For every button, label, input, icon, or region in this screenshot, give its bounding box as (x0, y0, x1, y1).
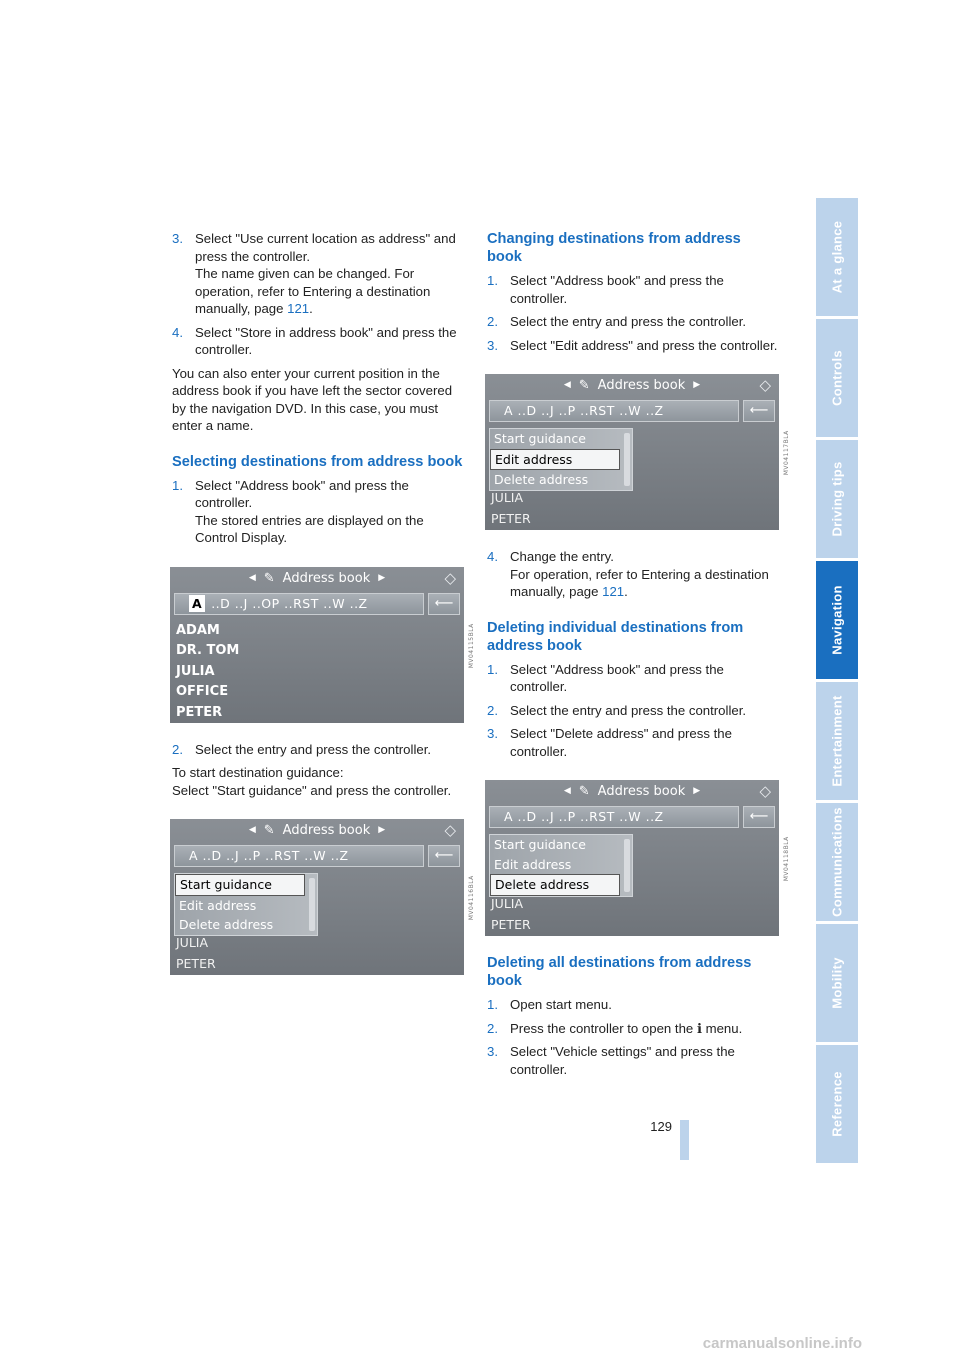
screen-start-guidance: ◀ ✎ Address book ▶ ◇ A ..D ..J ..P ..RST ..W ..Z ⟵ Start guidance Edit address Delete address JULIA PETER MV04116BLA (170, 819, 464, 975)
controller-icon: ◇ (444, 821, 456, 839)
chapter-tabs (816, 198, 858, 1166)
delete-step-3: 3. Select "Delete address" and press the controller. (487, 726, 732, 759)
menu-item-edit-address: Edit address (490, 449, 620, 471)
address-book-icon: ✎ (263, 823, 275, 839)
arrow-right-icon: ▶ (693, 380, 701, 391)
delete-step-2: 2. Select the entry and press the controller. (487, 702, 747, 718)
select-step-2: 2. Select the entry and press the controller. (172, 741, 432, 757)
heading-changing-destinations: Changing destinations from address book (487, 231, 741, 265)
entry-list: ADAM DR. TOM JULIA OFFICE PETER (176, 622, 240, 720)
menu-scrollbar (309, 878, 315, 931)
tab-at-a-glance[interactable]: At a glance (816, 198, 858, 316)
context-menu (489, 428, 633, 491)
start-guidance-paragraph: To start destination guidance: Select "Start guidance" and press the controller. (172, 765, 452, 798)
controller-icon: ◇ (444, 568, 456, 587)
arrow-left-icon: ◀ (248, 825, 256, 836)
current-position-paragraph: You can also enter your current position in the address book if you have left the sector covered by the navigation DVD. In this case, you must enter a name. (172, 365, 453, 433)
delete-all-step-2: 2. Press the controller to open the ℹ menu. (487, 1020, 743, 1036)
heading-selecting-destinations: Selecting destinations from address book (172, 453, 463, 470)
menu-item-start-guidance: Start guidance (494, 431, 586, 446)
delete-all-step-1: 1. Open start menu. (487, 997, 612, 1012)
select-step-1: 1. Select "Address book" and press the controller. The stored entries are displayed on the Control Display. (172, 477, 424, 545)
arrow-right-icon: ▶ (378, 825, 386, 836)
tab-controls[interactable]: Controls (816, 319, 858, 437)
back-arrow-icon: ⟵ (743, 806, 775, 828)
address-book-icon: ✎ (578, 784, 590, 800)
back-arrow-icon: ⟵ (428, 593, 460, 615)
menu-item-delete-address: Delete address (494, 472, 589, 487)
alphabet-bar: A ..D ..J ..OP ..RST ..W ..Z (174, 593, 424, 615)
tab-mobility[interactable]: Mobility (816, 924, 858, 1042)
delete-all-step-3: 3. Select "Vehicle settings" and press the controller. (487, 1044, 735, 1077)
menu-scrollbar (624, 839, 630, 892)
heading-deleting-all: Deleting all destinations from address book (487, 955, 752, 989)
step-4: 4. Select "Store in address book" and press the controller. (172, 324, 457, 357)
arrow-right-icon: ▶ (693, 786, 701, 797)
tab-navigation[interactable]: Navigation (816, 561, 858, 679)
heading-deleting-individual: Deleting individual destinations from address book (487, 619, 744, 654)
page-link[interactable]: 121 (287, 301, 310, 316)
menu-item-delete-address: Delete address (179, 917, 274, 932)
back-arrow-icon: ⟵ (428, 845, 460, 867)
info-icon: ℹ (696, 1020, 702, 1036)
arrow-left-icon: ◀ (248, 572, 256, 583)
change-step-4: 4. Change the entry. For operation, refer to Entering a destination manually, page 121. (487, 549, 769, 599)
address-book-icon: ✎ (263, 570, 275, 586)
watermark: carmanualsonline.info (702, 1335, 862, 1352)
alphabet-bar: A ..D ..J ..P ..RST ..W ..Z (489, 400, 739, 422)
back-arrow-icon: ⟵ (743, 400, 775, 422)
menu-scrollbar (624, 433, 630, 486)
tab-driving-tips[interactable]: Driving tips (816, 440, 858, 558)
change-step-2: 2. Select the entry and press the controller. (487, 314, 747, 329)
change-step-3: 3. Select "Edit address" and press the controller. (487, 337, 778, 353)
step-3: 3. Select "Use current location as address" and press the controller. The name given can be changed. For operation, refer to Entering a destination manually, page 121. (172, 231, 456, 316)
left-column (172, 230, 475, 993)
screen-delete-address: ◀ ✎ Address book ▶ ◇ A ..D ..J ..P ..RST ..W ..Z ⟵ Start guidance Edit address Delete address JULIA PETER MV04118BLA (485, 780, 779, 936)
controller-icon: ◇ (759, 782, 771, 800)
page-marker-bar (680, 1120, 689, 1160)
screen-edit-address: ◀ ✎ Address book ▶ ◇ A ..D ..J ..P ..RST ..W ..Z ⟵ Start guidance Edit address Delete address JULIA PETER MV04117BLA (485, 374, 779, 530)
menu-item-delete-address: Delete address (490, 874, 620, 896)
context-menu (174, 873, 318, 936)
screen-address-book-list: ◀ ✎ Address book ▶ ◇ A ..D ..J ..OP ..RST ..W ..Z ⟵ ADAM DR. TOM JULIA OFFICE PETER MV04115BLA (170, 567, 464, 723)
alphabet-bar: A ..D ..J ..P ..RST ..W ..Z (174, 845, 424, 867)
delete-step-1: 1. Select "Address book" and press the controller. (487, 661, 724, 694)
page-number: 129 (650, 1119, 672, 1134)
change-step-1: 1. Select "Address book" and press the controller. (487, 273, 724, 306)
tab-reference[interactable]: Reference (816, 1045, 858, 1163)
tab-communications[interactable]: Communications (816, 803, 858, 921)
page-link[interactable]: 121 (602, 584, 625, 599)
alphabet-bar: A ..D ..J ..P ..RST ..W ..Z (489, 806, 739, 828)
arrow-left-icon: ◀ (563, 380, 571, 391)
menu-item-start-guidance: Start guidance (494, 837, 586, 852)
arrow-right-icon: ▶ (378, 572, 386, 583)
menu-item-edit-address: Edit address (179, 897, 257, 913)
menu-item-start-guidance: Start guidance (175, 874, 305, 896)
right-column (487, 230, 790, 1084)
menu-item-edit-address: Edit address (494, 856, 572, 872)
arrow-left-icon: ◀ (563, 786, 571, 797)
tab-entertainment[interactable]: Entertainment (816, 682, 858, 800)
address-book-icon: ✎ (578, 378, 590, 394)
controller-icon: ◇ (759, 376, 771, 394)
context-menu (489, 834, 633, 897)
